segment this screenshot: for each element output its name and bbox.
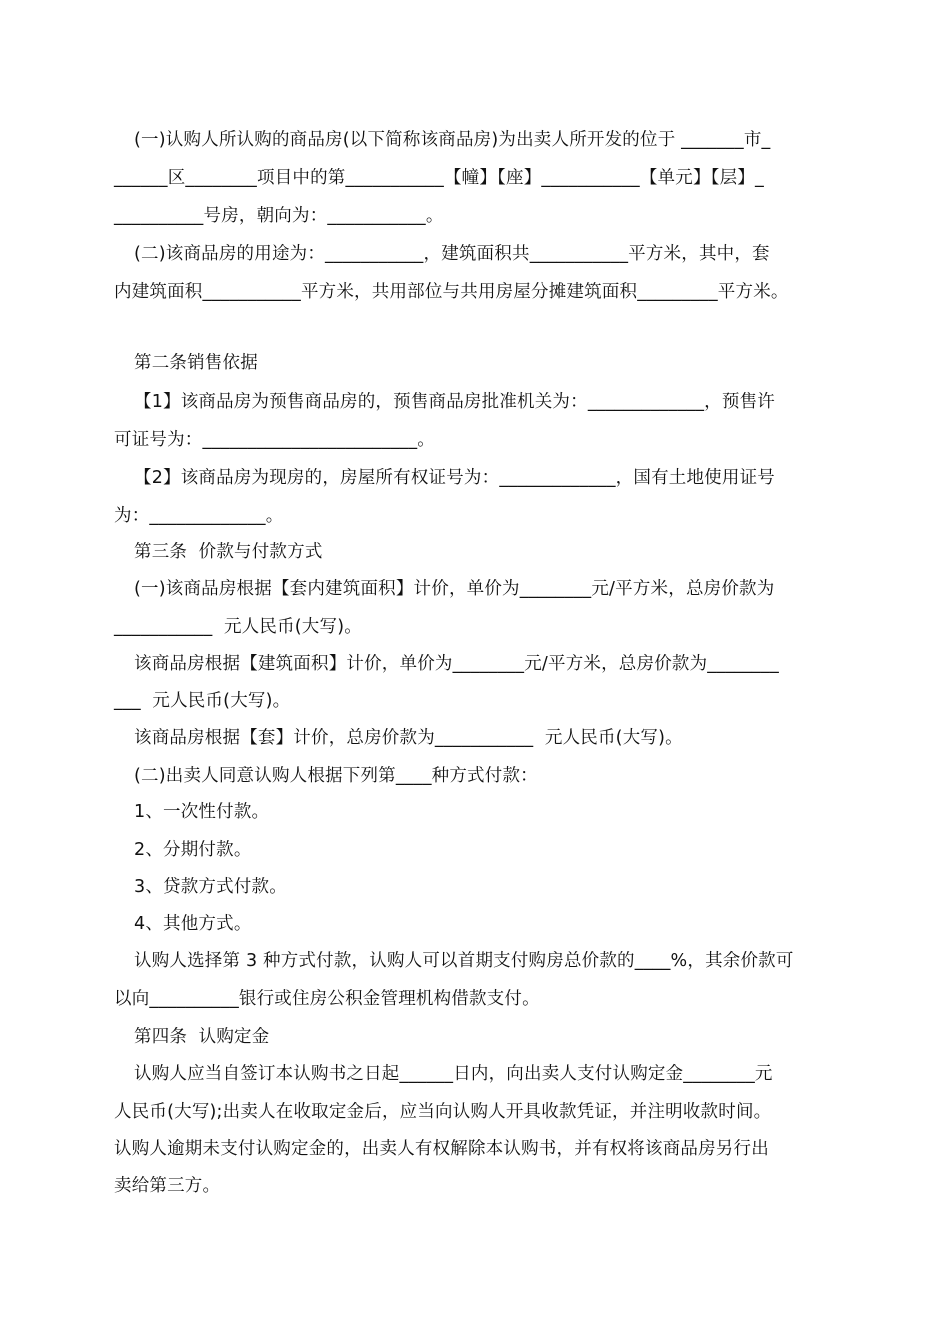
payment-option-3: 3、贷款方式付款。 [134,877,287,897]
clause-1-line-3: __________号房，朝向为：___________。 [114,206,444,226]
presale-line-1: 【1】该商品房为预售商品房的，预售商品房批准机关为：_____________，预售许 [134,392,775,412]
deposit-clause-line-2: 人民币(大写);出卖人在收取定金后，应当向认购人开具收款凭证，并注明收款时间。 [114,1102,772,1122]
deposit-clause-line-1: 认购人应当自签订本认购书之日起______日内，向出卖人支付认购定金________元 [134,1064,773,1084]
section-heading-4: 第四条 认购定金 [134,1027,270,1047]
price-clause-1-line-2: ___________ 元人民币(大写)。 [114,617,362,637]
price-clause-3: 该商品房根据【套】计价，总房价款为___________ 元人民币(大写)。 [134,728,683,748]
price-clause-2-line-2: ___ 元人民币(大写)。 [114,691,291,711]
section-heading-2: 第二条销售依据 [134,353,258,373]
existing-house-line-2: 为：_____________。 [114,506,284,526]
loan-clause-line-1: 认购人选择第 3 种方式付款，认购人可以首期支付购房总价款的____%，其余价款可 [134,951,794,971]
price-clause-2-line-1: 该商品房根据【建筑面积】计价，单价为________元/平方米，总房价款为________ [134,654,779,674]
clause-2-line-2: 内建筑面积___________平方米，共用部位与共用房屋分摊建筑面积_________平方米。 [114,282,789,302]
deposit-clause-line-4: 卖给第三方。 [114,1176,221,1196]
clause-1-line-2: ______区________项目中的第___________【幢】【座】___________【单元】【层】_ [114,168,764,188]
payment-option-2: 2、分期付款。 [134,840,252,860]
clause-1-line-1: (一)认购人所认购的商品房(以下简称该商品房)为出卖人所开发的位于 _______市_ [134,130,771,150]
existing-house-line-1: 【2】该商品房为现房的，房屋所有权证号为：_____________，国有土地使用证号 [134,468,775,488]
payment-option-1: 1、一次性付款。 [134,802,270,822]
section-heading-3: 第三条 价款与付款方式 [134,542,323,562]
presale-line-2: 可证号为：________________________。 [114,430,435,450]
deposit-clause-line-3: 认购人逾期未支付认购定金的，出卖人有权解除本认购书，并有权将该商品房另行出 [114,1139,769,1159]
payment-option-4: 4、其他方式。 [134,914,252,934]
loan-clause-line-2: 以向__________银行或住房公积金管理机构借款支付。 [114,989,540,1009]
payment-method-clause: (二)出卖人同意认购人根据下列第____种方式付款： [134,766,538,786]
clause-2-line-1: (二)该商品房的用途为：___________，建筑面积共___________平方米，其中，套 [134,244,770,264]
price-clause-1-line-1: (一)该商品房根据【套内建筑面积】计价，单价为________元/平方米，总房价款为 [134,579,775,599]
